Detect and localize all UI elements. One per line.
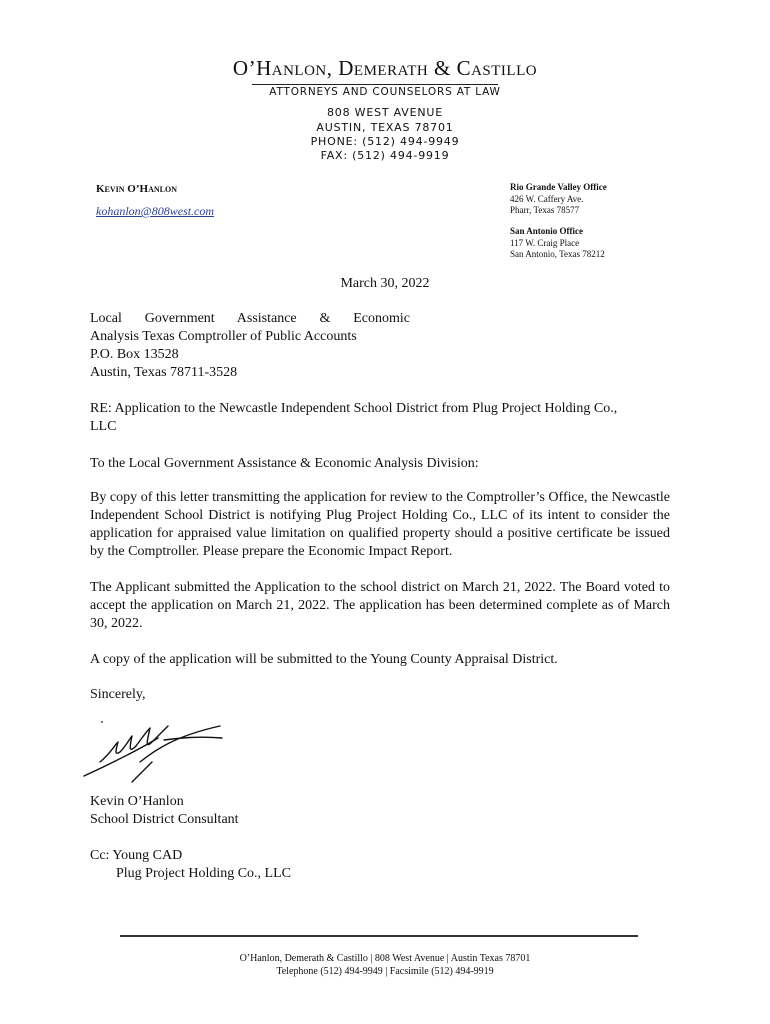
footer-phone: Telephone (512) 494-9949 | Facsimile (512) 494-9919 bbox=[276, 966, 494, 977]
closing: Sincerely, bbox=[90, 687, 146, 702]
cc-line: Plug Project Holding Co., LLC bbox=[116, 866, 291, 881]
author-name: Kevin O’Hanlon bbox=[96, 183, 177, 195]
recipient-address bbox=[90, 310, 410, 382]
office-san-antonio bbox=[510, 226, 605, 261]
body-paragraph: A copy of the application will be submitted to the Young County Appraisal District. bbox=[90, 652, 558, 667]
office-name: Rio Grande Valley Office bbox=[510, 182, 607, 192]
recipient-line: Local Government Assistance & Economic bbox=[90, 311, 410, 326]
cc-line: Cc: Young CAD bbox=[90, 848, 183, 863]
signature-image bbox=[80, 716, 230, 786]
office-city: Pharr, Texas 78577 bbox=[510, 205, 580, 215]
recipient-line: Analysis Texas Comptroller of Public Accounts bbox=[90, 329, 357, 344]
signer-name: Kevin O’Hanlon bbox=[90, 794, 184, 809]
firm-phone: PHONE: (512) 494-9949 bbox=[310, 135, 460, 148]
office-street: 117 W. Craig Place bbox=[510, 237, 580, 248]
signer-title: School District Consultant bbox=[90, 812, 239, 827]
cc-block bbox=[90, 847, 670, 883]
firm-address-street: 808 WEST AVENUE bbox=[326, 106, 444, 119]
recipient-line: P.O. Box 13528 bbox=[90, 347, 179, 362]
author-email-link[interactable]: kohanlon@808west.com bbox=[96, 204, 215, 218]
recipient-line: Austin, Texas 78711-3528 bbox=[90, 365, 238, 380]
signer-block bbox=[90, 793, 670, 829]
office-street: 426 W. Caffery Ave. bbox=[510, 193, 584, 204]
body-paragraph: The Applicant submitted the Application to the school district on March 21, 2022. The Board voted to accept the application on March 21, 2022. The application has been determined complete as of March 30, 2022. bbox=[90, 580, 670, 631]
firm-address-city: AUSTIN, TEXAS 78701 bbox=[316, 121, 454, 134]
re-line: RE: Application to the Newcastle Independent School District from Plug Project Holding Co., LLC bbox=[90, 401, 618, 434]
letter-date: March 30, 2022 bbox=[340, 276, 430, 291]
firm-fax: FAX: (512) 494-9919 bbox=[320, 149, 450, 162]
office-city: San Antonio, Texas 78212 bbox=[510, 249, 605, 259]
office-name: San Antonio Office bbox=[510, 226, 584, 236]
firm-tagline: ATTORNEYS AND COUNSELORS AT LAW bbox=[269, 86, 501, 98]
firm-name: O’Hanlon, Demerath & Castillo bbox=[232, 56, 538, 80]
footer-rule bbox=[120, 935, 638, 937]
body-paragraph: By copy of this letter transmitting the application for review to the Comptroller’s Office, the Newcastle Independent School District is notifying Plug Project Holding Co., LLC of its intent to consider the application for appraised value limitation on qualified property should a positive certificate be issued by the Comptroller. Please prepare the Economic Impact Report. bbox=[90, 490, 670, 559]
letterhead-rule bbox=[252, 84, 498, 85]
salutation: To the Local Government Assistance & Economic Analysis Division: bbox=[90, 456, 479, 471]
footer-address: O’Hanlon, Demerath & Castillo | 808 West Avenue | Austin Texas 78701 bbox=[239, 953, 531, 964]
office-rio-grande bbox=[510, 182, 607, 217]
